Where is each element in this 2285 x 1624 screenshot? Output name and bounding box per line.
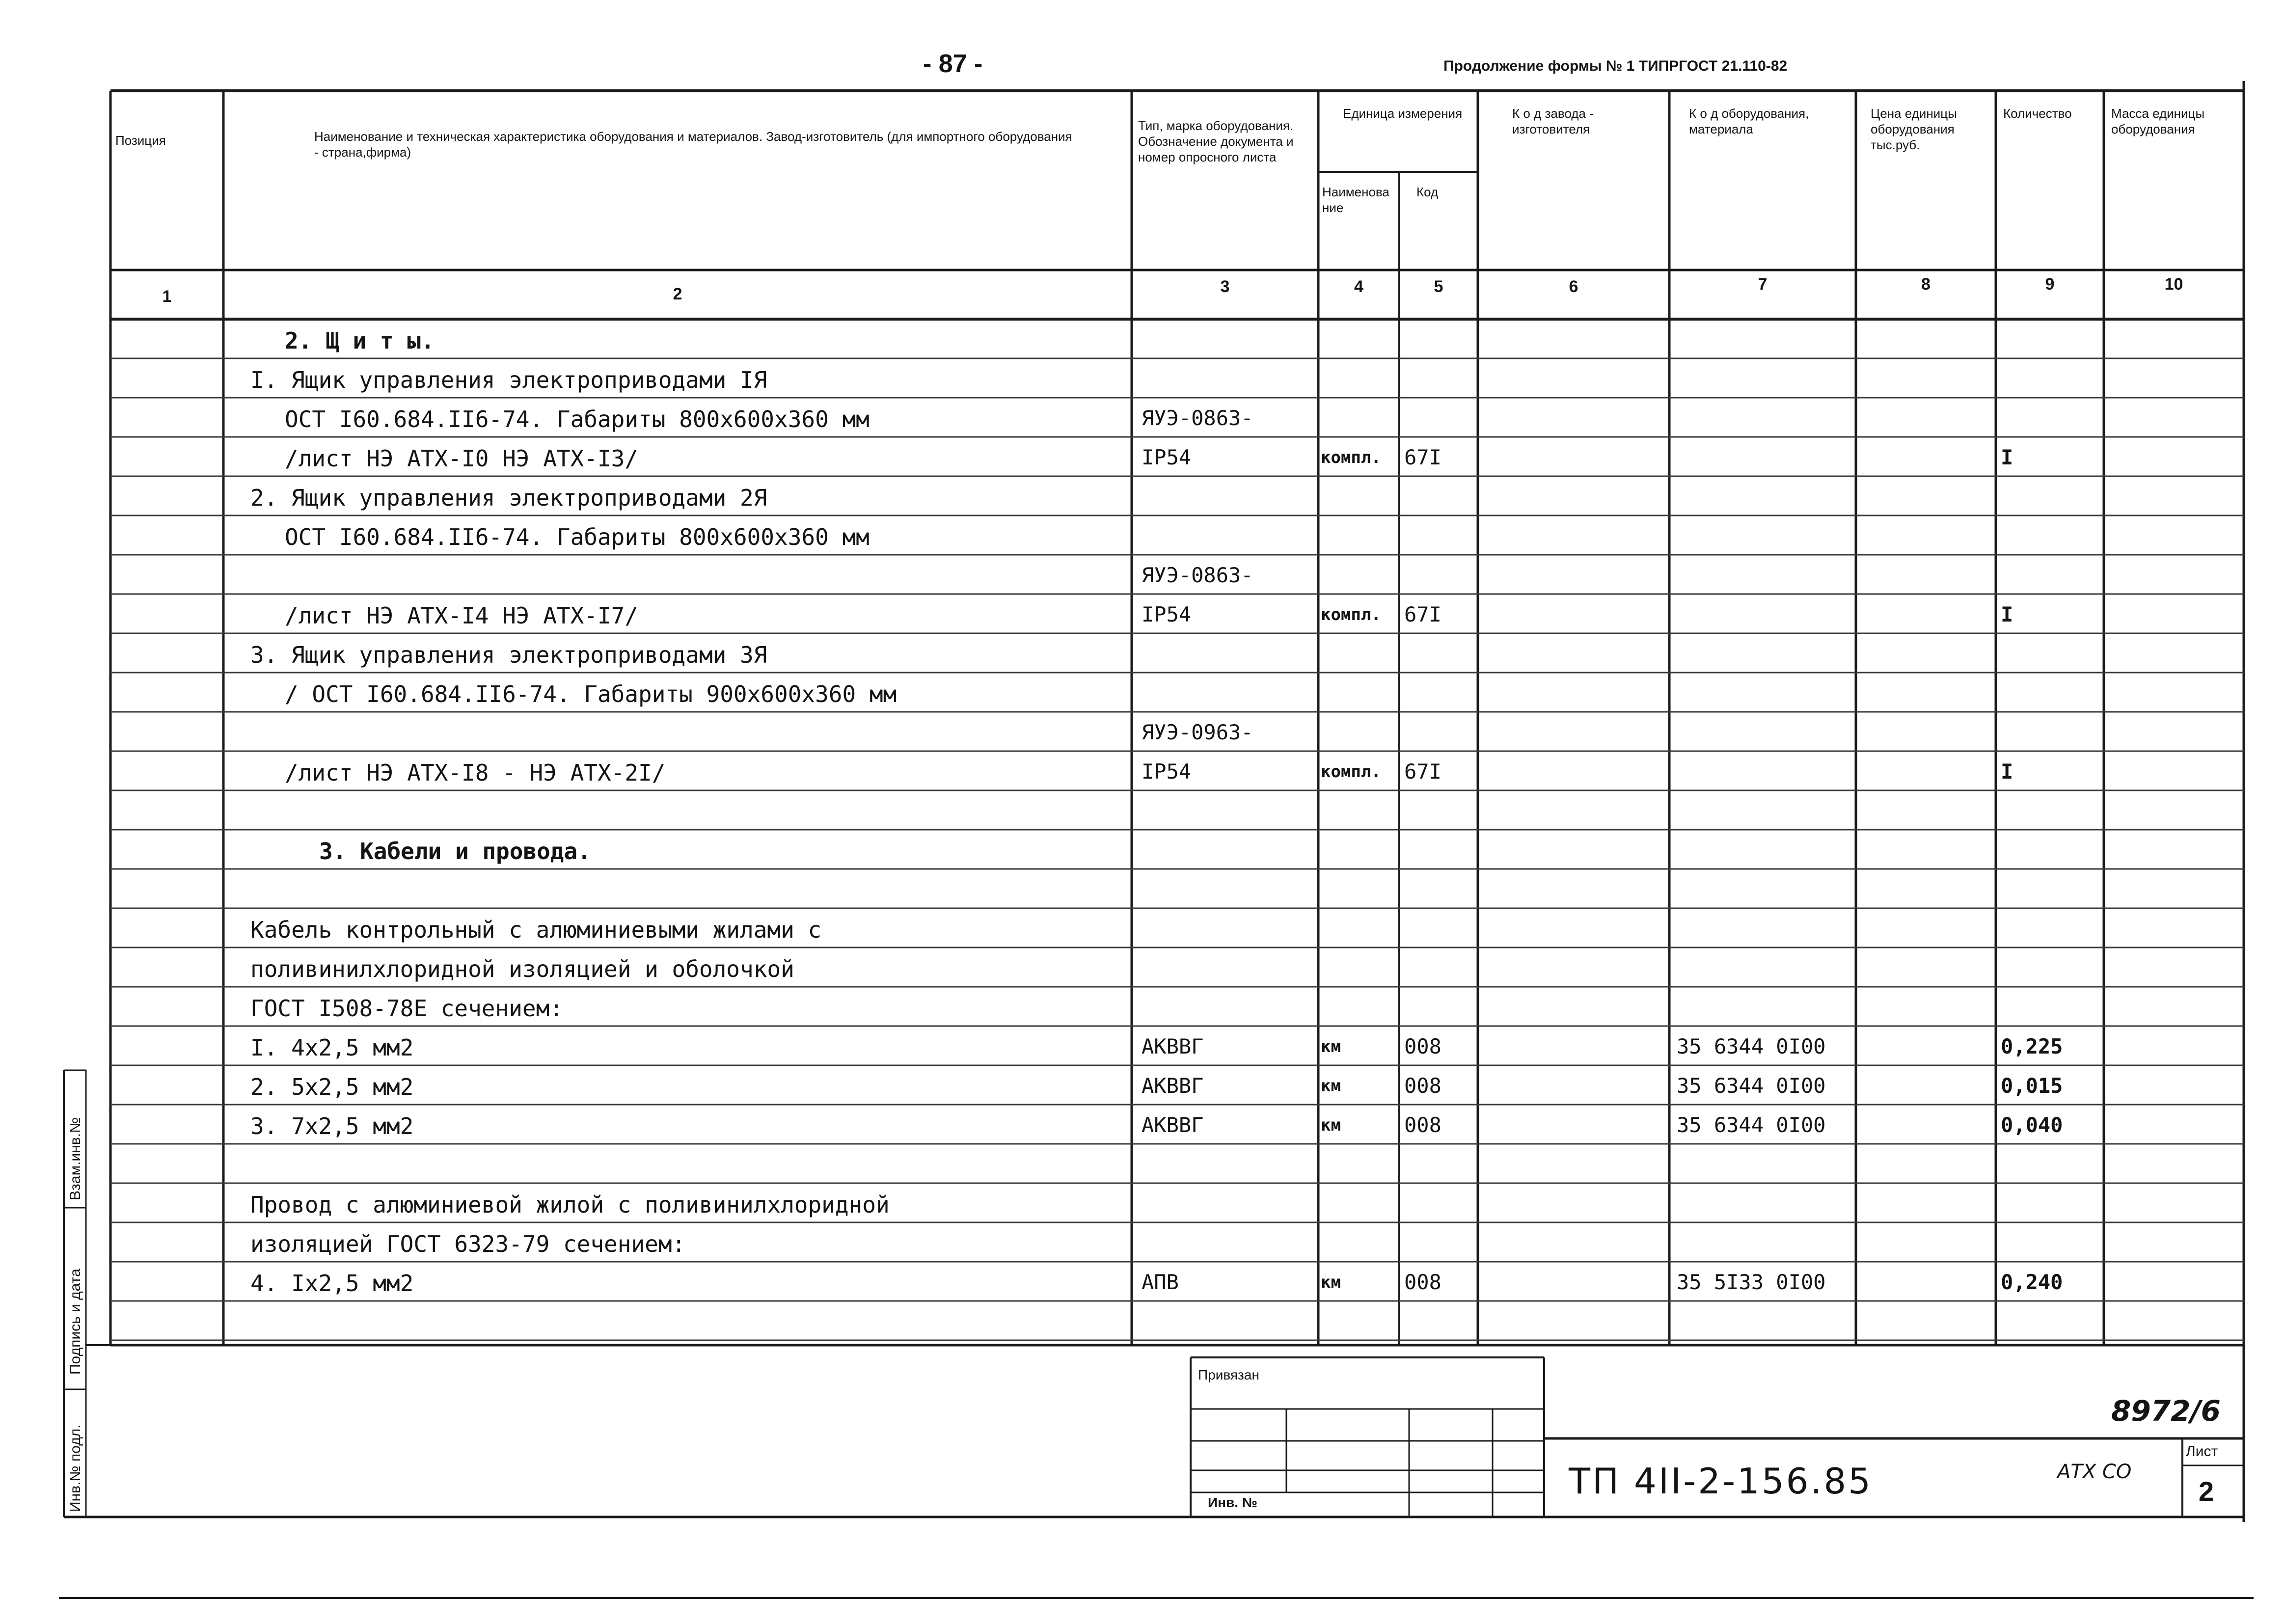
col-header-1: Позиция bbox=[115, 133, 166, 148]
row-type: АКВВГ bbox=[1142, 1034, 1204, 1058]
row-unit-code: 67I bbox=[1404, 759, 1442, 784]
col-header-10: Масса единицы оборудования bbox=[2111, 106, 2205, 136]
row-material-code: 35 6344 0I00 bbox=[1677, 1113, 1826, 1137]
row-unit-code: 008 bbox=[1404, 1034, 1442, 1058]
stamp-privyazan: Привязан bbox=[1198, 1367, 1259, 1382]
row-unit-code: 67I bbox=[1404, 445, 1442, 469]
row-quantity: 0,015 bbox=[2001, 1074, 2063, 1098]
stamp-doc-code: ТП 4II-2-156.85 bbox=[1569, 1461, 1873, 1502]
row-unit: компл. bbox=[1321, 448, 1381, 467]
row-unit-code: 008 bbox=[1404, 1074, 1442, 1098]
row-quantity: 0,040 bbox=[2001, 1113, 2063, 1137]
row-unit-code: 67I bbox=[1404, 602, 1442, 626]
row-type: АКВВГ bbox=[1142, 1113, 1204, 1137]
page-number: - 87 - bbox=[923, 50, 983, 78]
col-header-4: Наименование bbox=[1322, 185, 1389, 215]
col-num-6: 6 bbox=[1569, 277, 1578, 296]
row-name: ОСТ I60.684.II6-74. Габариты 800x600x360 мм bbox=[285, 524, 870, 550]
row-unit: компл. bbox=[1321, 605, 1381, 624]
row-unit: км bbox=[1321, 1037, 1341, 1056]
row-name: /лист НЭ АТХ-I0 НЭ АТХ-I3/ bbox=[285, 445, 639, 472]
row-quantity: I bbox=[2001, 445, 2013, 469]
row-quantity: I bbox=[2001, 759, 2013, 784]
row-name: /лист НЭ АТХ-I4 НЭ АТХ-I7/ bbox=[285, 602, 639, 629]
row-type: ЯУЭ-0863- bbox=[1142, 563, 1253, 587]
col-num-5: 5 bbox=[1434, 277, 1443, 296]
row-unit-code: 008 bbox=[1404, 1270, 1442, 1294]
col-num-4: 4 bbox=[1354, 277, 1363, 296]
row-unit: компл. bbox=[1321, 762, 1381, 782]
col-header-6: К о д завода - изготовителя bbox=[1512, 106, 1594, 136]
row-name: Провод с алюминиевой жилой с поливинилхлоридной bbox=[250, 1191, 890, 1218]
col-header-5: Код bbox=[1416, 185, 1439, 199]
row-name: 3. Ящик управления электроприводами 3Я bbox=[250, 642, 767, 668]
row-name: поливинилхлоридной изоляцией и оболочкой bbox=[250, 956, 794, 982]
row-quantity: 0,240 bbox=[2001, 1270, 2063, 1294]
row-material-code: 35 6344 0I00 bbox=[1677, 1034, 1826, 1058]
stamp-sheet-no: 2 bbox=[2199, 1476, 2214, 1507]
form-note: Продолжение формы № 1 ТИПРГОСТ 21.110-82 bbox=[1443, 58, 1788, 74]
row-name: 2. Ящик управления электроприводами 2Я bbox=[250, 485, 767, 511]
side-label-vzam: Взам.инв.№ bbox=[67, 1117, 83, 1200]
col-header-7: К о д оборудования, материала bbox=[1689, 106, 1809, 136]
row-type: АПВ bbox=[1142, 1270, 1179, 1294]
row-name: 2. 5x2,5 мм2 bbox=[250, 1074, 414, 1100]
row-name: /лист НЭ АТХ-I8 - НЭ АТХ-2I/ bbox=[285, 759, 666, 786]
row-name: ОСТ I60.684.II6-74. Габариты 800x600x360 мм bbox=[285, 406, 870, 433]
col-num-10: 10 bbox=[2164, 275, 2183, 294]
row-name: ГОСТ I508-78Е сечением: bbox=[250, 995, 563, 1022]
row-type: АКВВГ bbox=[1142, 1074, 1204, 1098]
col-num-1: 1 bbox=[162, 287, 172, 306]
row-unit: км bbox=[1321, 1076, 1341, 1096]
row-name: Кабель контрольный с алюминиевыми жилами с bbox=[250, 917, 822, 943]
stamp-section: АТХ СО bbox=[2057, 1461, 2132, 1483]
row-type: ЯУЭ-0963- bbox=[1142, 720, 1253, 744]
col-num-7: 7 bbox=[1758, 275, 1768, 294]
col-header-9: Количество bbox=[2003, 106, 2072, 121]
row-type: ЯУЭ-0863- bbox=[1142, 406, 1253, 430]
row-name: I. Ящик управления электроприводами IЯ bbox=[250, 367, 767, 393]
side-label-podpis: Подпись и дата bbox=[67, 1269, 83, 1375]
row-type: IP54 bbox=[1142, 759, 1192, 784]
stamp-inv-no: Инв. № bbox=[1208, 1495, 1258, 1510]
row-name: I. 4x2,5 мм2 bbox=[250, 1034, 414, 1061]
row-unit: км bbox=[1321, 1115, 1341, 1135]
row-material-code: 35 5I33 0I00 bbox=[1677, 1270, 1826, 1294]
col-num-9: 9 bbox=[2045, 275, 2055, 294]
archive-number: 8972/6 bbox=[2111, 1394, 2221, 1428]
col-header-2: Наименование и техническая характеристика оборудования и материалов. Завод-изготовитель (для импортного оборудования - страна,фирма) bbox=[314, 129, 1072, 160]
col-num-3: 3 bbox=[1220, 277, 1230, 296]
row-name: изоляцией ГОСТ 6323-79 сечением: bbox=[250, 1231, 686, 1257]
col-num-2: 2 bbox=[673, 285, 682, 303]
row-unit: км bbox=[1321, 1272, 1341, 1292]
row-type: IP54 bbox=[1142, 602, 1192, 626]
row-unit-code: 008 bbox=[1404, 1113, 1442, 1137]
row-name: 3. 7x2,5 мм2 bbox=[250, 1113, 414, 1139]
stamp-sheet-label: Лист bbox=[2186, 1443, 2218, 1460]
row-quantity: I bbox=[2001, 602, 2013, 626]
side-label-inv-podl: Инв.№ подл. bbox=[67, 1424, 83, 1512]
row-quantity: 0,225 bbox=[2001, 1034, 2063, 1058]
col-header-8: Цена единицы оборудования тыс.руб. bbox=[1871, 106, 1957, 152]
row-material-code: 35 6344 0I00 bbox=[1677, 1074, 1826, 1098]
row-name: 3. Кабели и провода. bbox=[319, 838, 591, 865]
col-header-unit: Единица измерения bbox=[1343, 106, 1463, 121]
row-type: IP54 bbox=[1142, 445, 1192, 469]
col-header-3: Тип, марка оборудования. Обозначение документа и номер опросного листа bbox=[1138, 118, 1294, 164]
col-num-8: 8 bbox=[1921, 275, 1931, 294]
row-name: 4. Iх2,5 мм2 bbox=[250, 1270, 414, 1297]
row-name: / ОСТ I60.684.II6-74. Габариты 900x600x360 мм bbox=[285, 681, 897, 707]
row-name: 2. Щ и т ы. bbox=[285, 327, 435, 354]
